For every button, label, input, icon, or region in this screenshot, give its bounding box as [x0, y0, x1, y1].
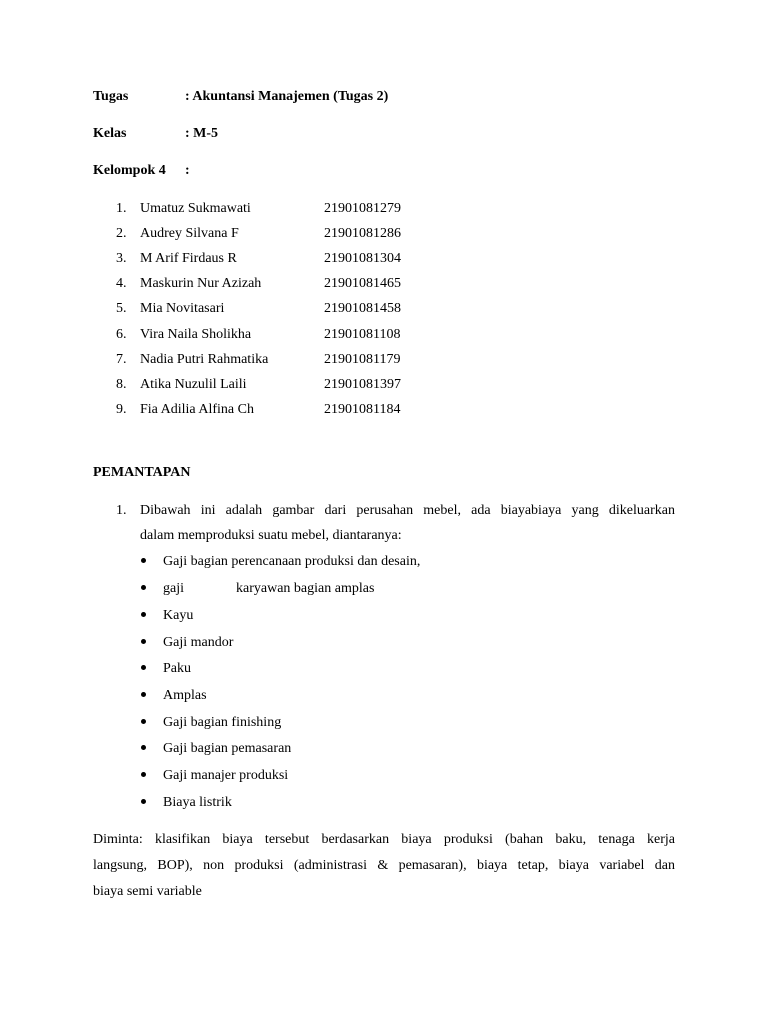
- member-number: 8.: [116, 377, 127, 392]
- question-number: 1.: [116, 503, 127, 518]
- section-title: PEMANTAPAN: [93, 465, 191, 480]
- member-name: Vira Naila Sholikha: [140, 327, 252, 342]
- cost-item: Biaya listrik: [163, 795, 232, 810]
- member-name: Maskurin Nur Azizah: [140, 276, 262, 291]
- member-id: 21901081179: [324, 352, 401, 367]
- member-number: 6.: [116, 327, 127, 342]
- tugas-label: Tugas: [93, 89, 129, 104]
- cost-item: Gaji manajer produksi: [163, 768, 289, 783]
- bullet-icon: [141, 585, 146, 590]
- bullet-icon: [141, 665, 146, 670]
- member-id: 21901081108: [324, 327, 401, 342]
- member-name: Audrey Silvana F: [140, 226, 239, 241]
- member-id: 21901081304: [324, 251, 401, 266]
- cost-item: Paku: [163, 661, 191, 676]
- member-number: 2.: [116, 226, 127, 241]
- bullet-icon: [141, 799, 146, 804]
- bullet-icon: [141, 639, 146, 644]
- cost-item: gaji: [163, 581, 184, 596]
- member-number: 3.: [116, 251, 127, 266]
- member-id: 21901081458: [324, 301, 401, 316]
- kelas-value: : M-5: [185, 126, 219, 141]
- cost-item: Gaji bagian finishing: [163, 715, 282, 730]
- instruction-line: biaya semi variable: [93, 884, 202, 899]
- member-name: M Arif Firdaus R: [140, 251, 237, 266]
- member-name: Mia Novitasari: [140, 301, 225, 316]
- member-id: 21901081286: [324, 226, 401, 241]
- bullet-icon: [141, 558, 146, 563]
- member-number: 7.: [116, 352, 127, 367]
- member-name: Umatuz Sukmawati: [140, 201, 251, 216]
- cost-item: Gaji mandor: [163, 635, 234, 650]
- cost-item: Amplas: [163, 688, 207, 703]
- member-number: 5.: [116, 301, 127, 316]
- member-name: Atika Nuzulil Laili: [140, 377, 247, 392]
- bullet-icon: [141, 745, 146, 750]
- bullet-icon: [141, 772, 146, 777]
- member-number: 4.: [116, 276, 127, 291]
- kelompok-label: Kelompok 4: [93, 163, 166, 178]
- member-number: 9.: [116, 402, 127, 417]
- bullet-icon: [141, 612, 146, 617]
- bullet-icon: [141, 692, 146, 697]
- member-number: 1.: [116, 201, 127, 216]
- instruction-line: langsung, BOP), non produksi (administrasi & pemasaran), biaya tetap, biaya variabel dan: [93, 858, 675, 873]
- member-name: Fia Adilia Alfina Ch: [140, 402, 254, 417]
- member-id: 21901081397: [324, 377, 401, 392]
- kelas-label: Kelas: [93, 126, 127, 141]
- instruction-line: Diminta: klasifikan biaya tersebut berdasarkan biaya produksi (bahan baku, tenaga kerja: [93, 832, 675, 847]
- member-id: 21901081184: [324, 402, 401, 417]
- cost-item: Kayu: [163, 608, 194, 623]
- member-name: Nadia Putri Rahmatika: [140, 352, 269, 367]
- question-line: Dibawah ini adalah gambar dari perusahan mebel, ada biayabiaya yang dikeluarkan: [140, 503, 675, 518]
- member-id: 21901081465: [324, 276, 401, 291]
- cost-item-continuation: karyawan bagian amplas: [236, 581, 375, 596]
- bullet-icon: [141, 719, 146, 724]
- cost-item: Gaji bagian perencanaan produksi dan desain,: [163, 554, 421, 569]
- kelompok-colon: :: [185, 163, 190, 178]
- cost-item: Gaji bagian pemasaran: [163, 741, 292, 756]
- member-id: 21901081279: [324, 201, 401, 216]
- tugas-value: : Akuntansi Manajemen (Tugas 2): [185, 89, 389, 104]
- question-line: dalam memproduksi suatu mebel, diantaranya:: [140, 528, 402, 543]
